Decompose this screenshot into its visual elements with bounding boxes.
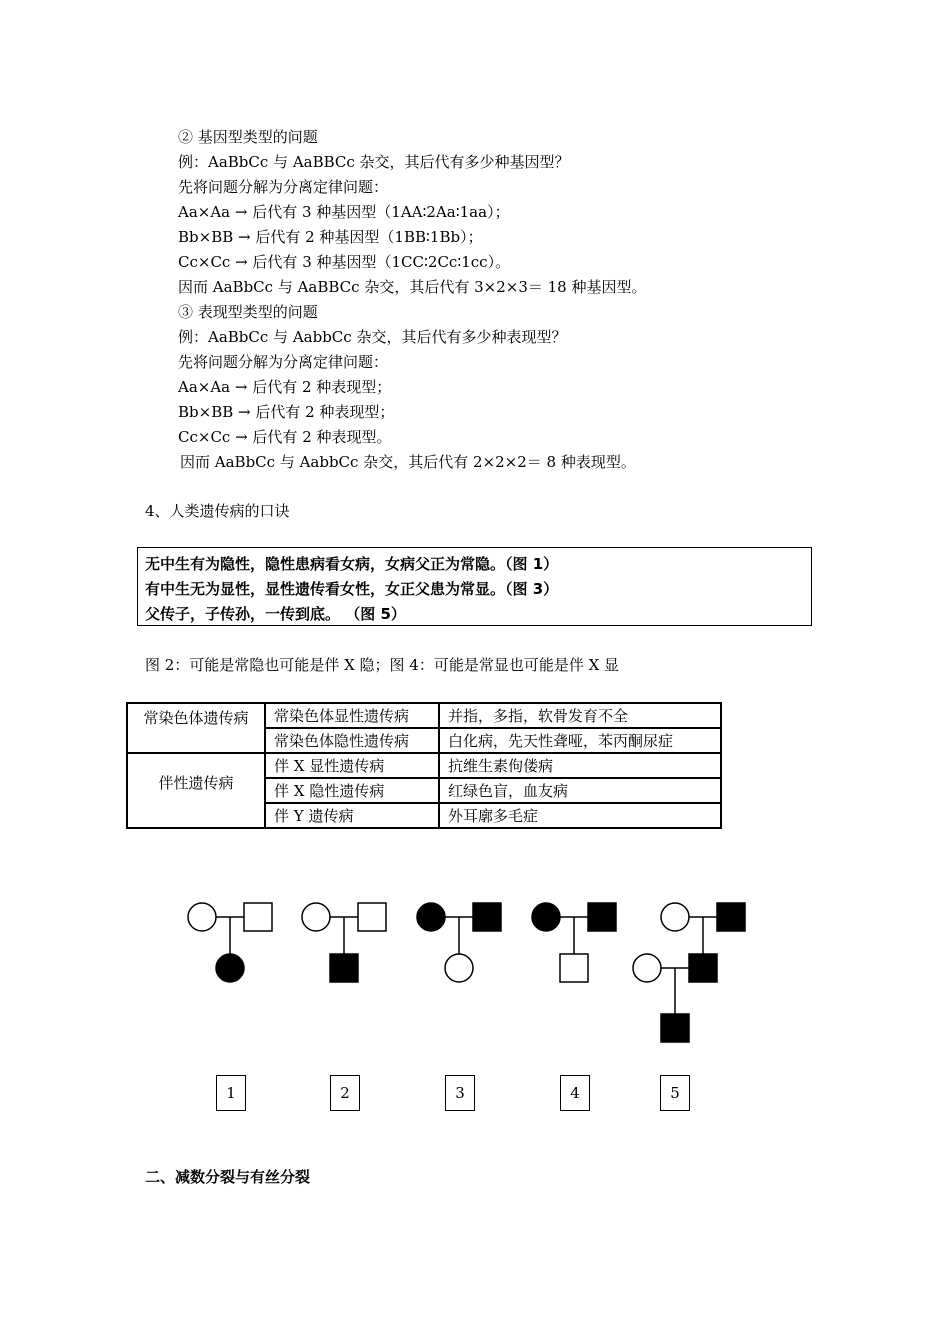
pedigree-diagrams (0, 880, 950, 1060)
disease-type: 常染色体隐性遗传病 (265, 728, 439, 753)
mnemonic-box (137, 547, 812, 626)
pedigree-5 (633, 903, 745, 1042)
normal-male-symbol (244, 903, 272, 931)
pedigree-label-1: 1 (216, 1075, 246, 1111)
affected-male-symbol (661, 1014, 689, 1042)
pedigree-label-5: 5 (660, 1075, 690, 1111)
pedigree-label-3: 3 (445, 1075, 475, 1111)
phenotype-cc: Cc×Cc → 后代有 2 种表现型。 (178, 428, 392, 446)
phenotype-title: ③ 表现型类型的问题 (178, 303, 318, 321)
normal-male-symbol (358, 903, 386, 931)
mnemonic-line-3: 父传子，子传孙，一传到底。 （图 5） (145, 605, 406, 623)
genotype-aa: Aa×Aa → 后代有 3 种基因型（1AA∶2Aa∶1aa）； (178, 203, 510, 221)
normal-female-symbol (302, 903, 330, 931)
mnemonic-line-2: 有中生无为显性，显性遗传看女性，女正父患为常显。（图 3） (145, 580, 559, 598)
pedigree-2 (302, 903, 386, 982)
pedigree-label-2: 2 (330, 1075, 360, 1111)
genotype-cc: Cc×Cc → 后代有 3 种基因型（1CC∶2Cc∶1cc）。 (178, 253, 511, 271)
genotype-bb: Bb×BB → 后代有 2 种基因型（1BB∶1Bb）； (178, 228, 483, 246)
disease-examples: 并指，多指，软骨发育不全 (439, 703, 721, 728)
genotype-result: 因而 AaBbCc 与 AaBBCc 杂交，其后代有 3×2×3＝ 18 种基因型。 (178, 278, 647, 296)
pedigree-4 (532, 903, 616, 982)
pedigree-label-4: 4 (560, 1075, 590, 1111)
genotype-title: ② 基因型类型的问题 (178, 128, 318, 146)
pedigree-3 (417, 903, 501, 982)
disease-table (126, 702, 722, 829)
phenotype-example: 例：AaBbCc 与 AabbCc 杂交，其后代有多少种表现型？ (178, 328, 567, 346)
normal-female-symbol (188, 903, 216, 931)
category-sexlinked: 伴性遗传病 (127, 753, 265, 828)
normal-female-symbol (661, 903, 689, 931)
normal-female-symbol (633, 954, 661, 982)
normal-female-symbol (445, 954, 473, 982)
table-row (127, 703, 721, 728)
disease-type: 伴 X 隐性遗传病 (265, 778, 439, 803)
disease-examples: 红绿色盲，血友病 (439, 778, 721, 803)
affected-male-symbol (689, 954, 717, 982)
section-two-heading: 二、减数分裂与有丝分裂 (145, 1168, 311, 1186)
pedigree-note: 图 2：可能是常隐也可能是伴 X 隐；图 4：可能是常显也可能是伴 X 显 (145, 656, 620, 674)
affected-male-symbol (330, 954, 358, 982)
phenotype-bb: Bb×BB → 后代有 2 种表现型； (178, 403, 395, 421)
pedigree-1 (188, 903, 272, 982)
affected-female-symbol (417, 903, 445, 931)
mnemonic-line-1: 无中生有为隐性，隐性患病看女病，女病父正为常隐。（图 1） (145, 555, 559, 573)
table-row (127, 753, 721, 778)
affected-female-symbol (532, 903, 560, 931)
normal-male-symbol (560, 954, 588, 982)
phenotype-result: 因而 AaBbCc 与 AabbCc 杂交，其后代有 2×2×2＝ 8 种表现型。 (180, 453, 636, 471)
genotype-decompose: 先将问题分解为分离定律问题： (178, 178, 389, 196)
disease-type: 伴 Y 遗传病 (265, 803, 439, 828)
disease-examples: 外耳廓多毛症 (439, 803, 721, 828)
affected-female-symbol (216, 954, 244, 982)
phenotype-decompose: 先将问题分解为分离定律问题： (178, 353, 389, 371)
affected-male-symbol (473, 903, 501, 931)
disease-type: 常染色体显性遗传病 (265, 703, 439, 728)
disease-type: 伴 X 显性遗传病 (265, 753, 439, 778)
phenotype-aa: Aa×Aa → 后代有 2 种表现型； (178, 378, 392, 396)
disease-examples: 白化病，先天性聋哑，苯丙酮尿症 (439, 728, 721, 753)
section4-heading: 4、人类遗传病的口诀 (145, 502, 290, 520)
category-autosomal: 常染色体遗传病 (127, 703, 265, 753)
genotype-example: 例：AaBbCc 与 AaBBCc 杂交，其后代有多少种基因型？ (178, 153, 570, 171)
affected-male-symbol (717, 903, 745, 931)
affected-male-symbol (588, 903, 616, 931)
disease-examples: 抗维生素佝偻病 (439, 753, 721, 778)
